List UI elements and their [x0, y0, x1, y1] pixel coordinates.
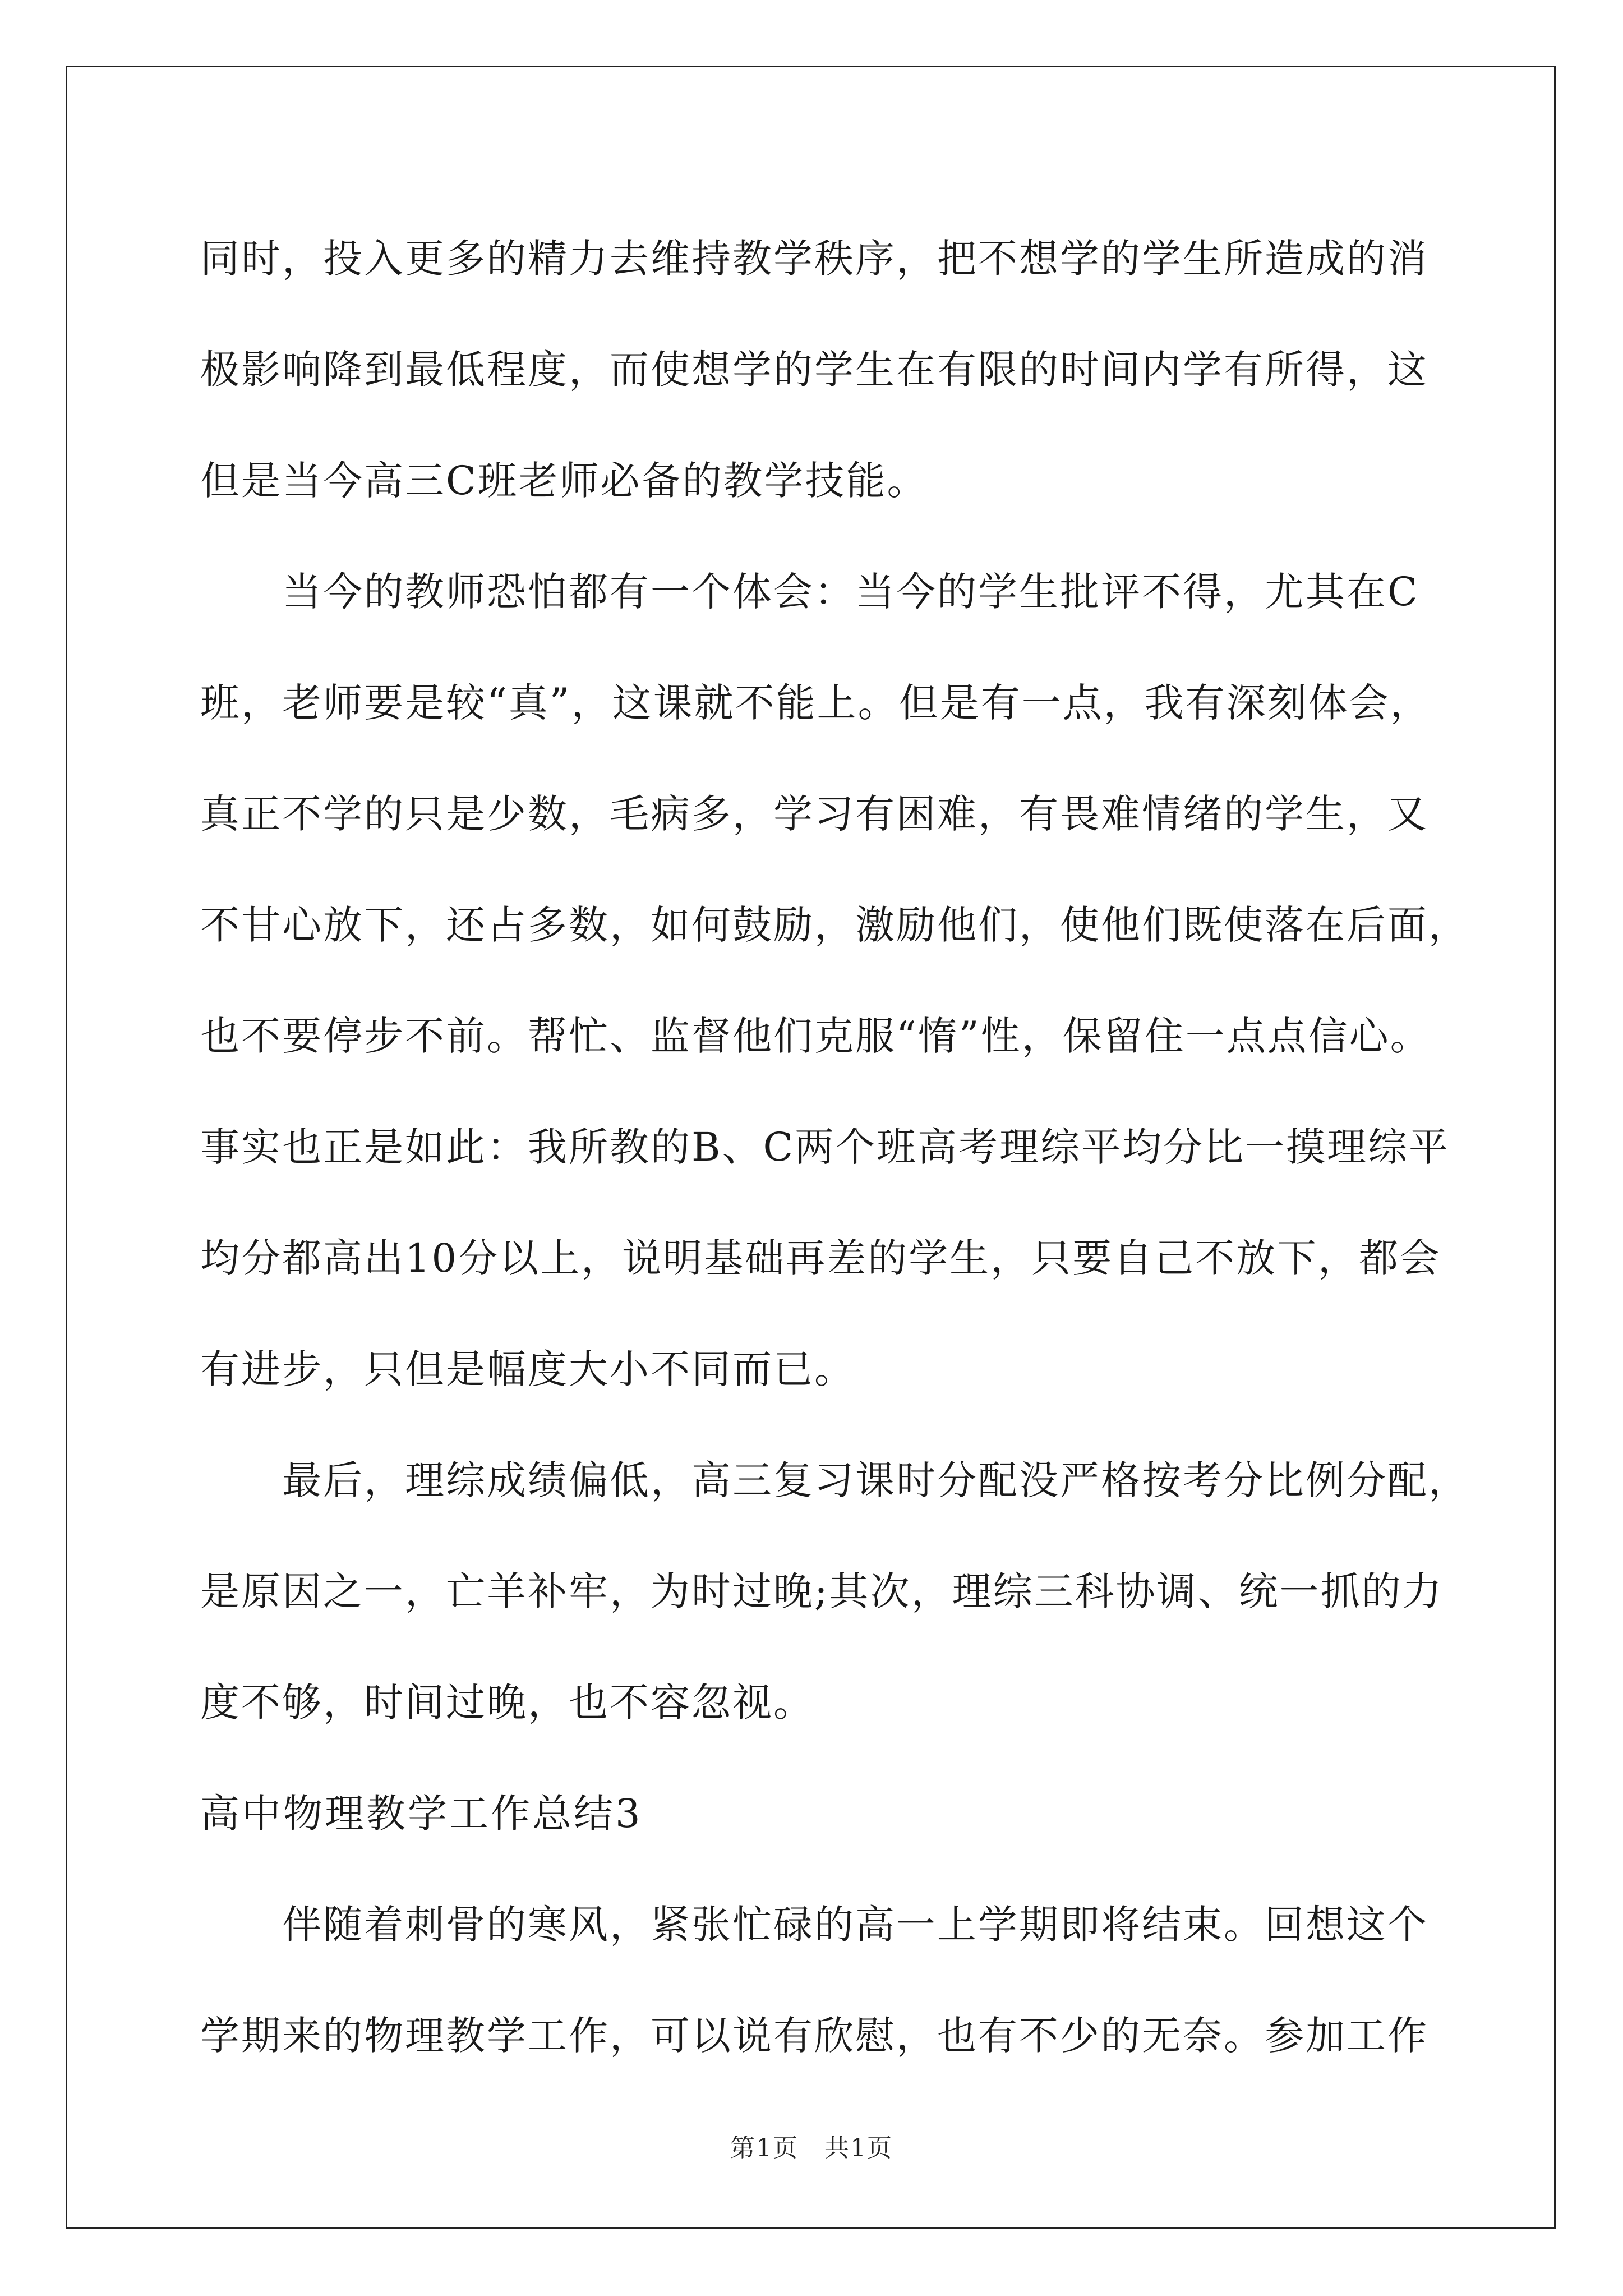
paragraph-line: 不甘心放下，还占多数，如何鼓励，激励他们，使他们既使落在后面，	[200, 902, 1469, 948]
paragraph-line: 事实也正是如此：我所教的B、C两个班高考理综平均分比一摸理综平	[200, 1124, 1450, 1170]
paragraph-line: 学期来的物理教学工作，可以说有欣慰，也有不少的无奈。参加工作	[200, 2013, 1428, 2059]
paragraph-line: 最后，理综成绩偏低，高三复习课时分配没严格按考分比例分配，	[282, 1457, 1469, 1503]
paragraph-line: 是原因之一，亡羊补牢，为时过晚;其次，理综三科协调、统一抓的力	[200, 1568, 1444, 1614]
paragraph-line: 伴随着刺骨的寒风，紧张忙碌的高一上学期即将结束。回想这个	[282, 1902, 1428, 1948]
paragraph-line: 班，老师要是较“真”，这课就不能上。但是有一点，我有深刻体会，	[200, 680, 1431, 726]
paragraph-line: 同时，投入更多的精力去维持教学秩序，把不想学的学生所造成的消	[200, 236, 1428, 282]
paragraph-line: 当今的教师恐怕都有一个体会：当今的学生批评不得，尤其在C	[282, 569, 1419, 615]
paragraph-line: 真正不学的只是少数，毛病多，学习有困难，有畏难情绪的学生，又	[200, 791, 1428, 837]
document-body	[200, 203, 1469, 2091]
paragraph-line: 均分都高出10分以上，说明基础再差的学生，只要自己不放下，都会	[200, 1235, 1441, 1281]
paragraph-line: 有进步，只但是幅度大小不同而已。	[200, 1346, 855, 1392]
section-heading: 高中物理教学工作总结3	[200, 1791, 643, 1837]
paragraph-line: 也不要停步不前。帮忙、监督他们克服“惰”性，保留住一点点信心。	[200, 1013, 1431, 1059]
page-footer: 第1页 共1页	[730, 2134, 893, 2162]
paragraph-line: 度不够，时间过晚，也不容忽视。	[200, 1680, 814, 1726]
paragraph-line: 极影响降到最低程度，而使想学的学生在有限的时间内学有所得，这	[200, 347, 1428, 393]
paragraph-line: 但是当今高三C班老师必备的教学技能。	[200, 458, 928, 504]
